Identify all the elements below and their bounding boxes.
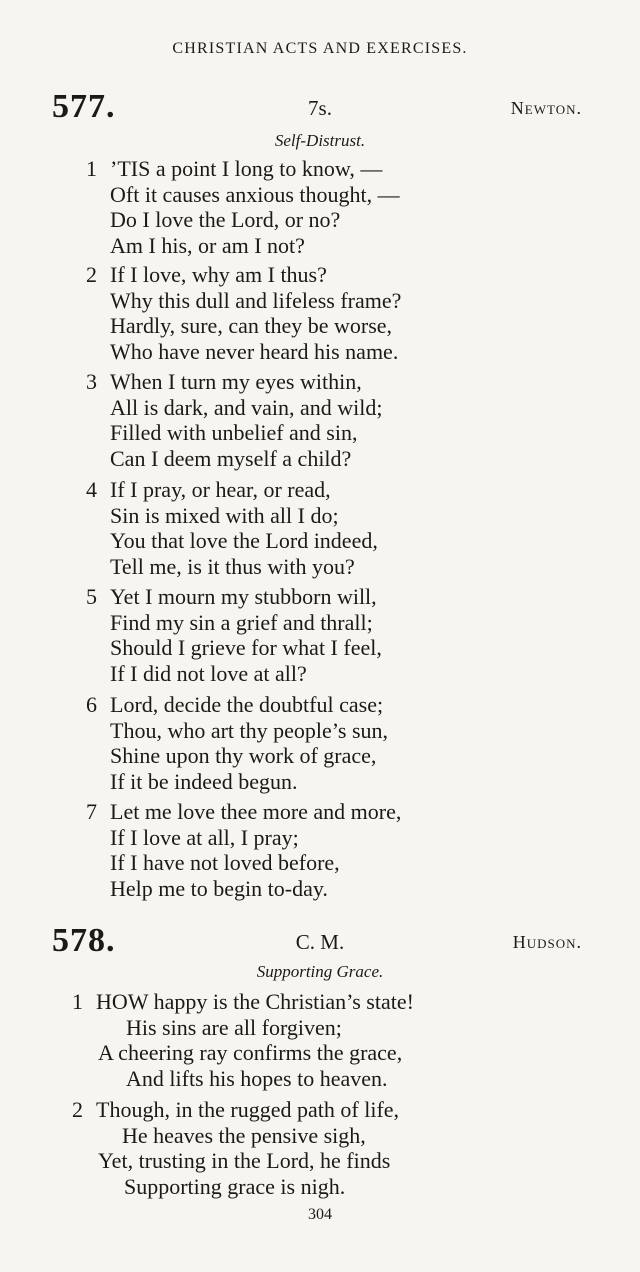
stanza-line: Supporting grace is nigh.: [124, 1173, 346, 1199]
verse-number: 7: [86, 799, 97, 824]
verse-number: 2: [86, 262, 97, 287]
stanza-line: Why this dull and lifeless frame?: [110, 287, 402, 313]
line-text: If I love, why am I thus?: [110, 262, 327, 287]
verse-number: 1: [72, 989, 83, 1014]
stanza-577-1: [86, 156, 400, 258]
hymn-author: Hudson.: [512, 932, 582, 952]
stanza-line: Should I grieve for what I feel,: [110, 635, 382, 660]
hymn-subtitle: Self-Distrust.: [274, 131, 366, 150]
stanza-line: Shine upon thy work of grace,: [110, 743, 377, 768]
stanza-line: Oft it causes anxious thought, —: [110, 181, 400, 207]
stanza-line: He heaves the pensive sigh,: [122, 1122, 366, 1148]
line-text: Lord, decide the doubtful case;: [110, 692, 384, 717]
stanza-line: If I love at all, I pray;: [110, 824, 299, 850]
stanza-line: [86, 477, 378, 503]
hymn-577-header: [0, 88, 640, 128]
hymn-number: 578.: [52, 922, 116, 959]
stanza-577-3: [86, 369, 383, 471]
stanza-line: Who have never heard his name.: [110, 338, 399, 364]
stanza-line: Yet, trusting in the Lord, he finds: [98, 1148, 391, 1173]
hymn-meter: C. M.: [295, 930, 345, 954]
verse-number: 6: [86, 692, 97, 717]
stanza-577-6: [86, 692, 388, 794]
stanza-577-5: [86, 584, 382, 686]
stanza-line: Tell me, is it thus with you?: [110, 553, 355, 579]
stanza-line: If I did not love at all?: [110, 660, 307, 686]
hymn-meter: 7s.: [308, 96, 332, 120]
stanza-line: Am I his, or am I not?: [110, 232, 305, 258]
stanza-line: If it be indeed begun.: [110, 768, 298, 794]
line-text: When I turn my eyes within,: [110, 369, 362, 394]
hymn-578-header: [0, 922, 640, 962]
stanza-line: [86, 799, 401, 825]
stanza-line: And lifts his hopes to heaven.: [126, 1065, 388, 1091]
stanza-line: You that love the Lord indeed,: [110, 528, 378, 553]
stanza-line: Thou, who art thy people’s sun,: [110, 717, 389, 743]
line-text: ’TIS a point I long to know, —: [110, 156, 383, 181]
verse-number: 5: [86, 584, 97, 609]
stanza-577-2: [86, 262, 401, 364]
stanza-line: Do I love the Lord, or no?: [110, 207, 341, 232]
stanza-line: His sins are all forgiven;: [126, 1014, 342, 1040]
stanza-line: If I have not loved before,: [110, 850, 340, 875]
stanza-line: All is dark, and vain, and wild;: [110, 394, 383, 420]
stanza-578-1: [72, 989, 414, 1091]
stanza-line: [86, 262, 401, 288]
stanza-line: Sin is mixed with all I do;: [110, 502, 339, 528]
page-number: 304: [308, 1206, 332, 1223]
line-text: Let me love thee more and more,: [110, 799, 402, 824]
stanza-577-4: [86, 477, 378, 579]
stanza-line: [86, 369, 383, 395]
hymn-author: Newton.: [510, 98, 582, 118]
stanza-line: Can I deem myself a child?: [110, 445, 352, 471]
stanza-578-2: [72, 1097, 399, 1199]
line-text: Yet I mourn my stubborn will,: [110, 584, 377, 609]
stanza-line: Find my sin a grief and thrall;: [110, 609, 373, 635]
stanza-line: [86, 584, 382, 610]
running-head: CHRISTIAN ACTS AND EXERCISES.: [172, 40, 468, 57]
stanza-line: [86, 692, 388, 718]
stanza-line: Hardly, sure, can they be worse,: [110, 313, 393, 338]
hymn-subtitle: Supporting Grace.: [256, 962, 384, 981]
verse-number: 1: [86, 156, 97, 181]
verse-number: 4: [86, 477, 97, 502]
line-text: HOW happy is the Christian’s state!: [96, 989, 414, 1014]
stanza-line: [86, 156, 400, 182]
stanza-line: [72, 989, 414, 1015]
stanza-line: Filled with unbelief and sin,: [110, 420, 358, 445]
stanza-line: [72, 1097, 399, 1123]
hymn-number: 577.: [52, 88, 116, 125]
stanza-line: Help me to begin to-day.: [110, 875, 328, 901]
stanza-line: A cheering ray confirms the grace,: [98, 1040, 403, 1065]
line-text: Though, in the rugged path of life,: [96, 1097, 400, 1122]
stanza-577-7: [86, 799, 401, 901]
verse-number: 2: [72, 1097, 83, 1122]
verse-number: 3: [86, 369, 97, 394]
line-text: If I pray, or hear, or read,: [110, 477, 331, 502]
